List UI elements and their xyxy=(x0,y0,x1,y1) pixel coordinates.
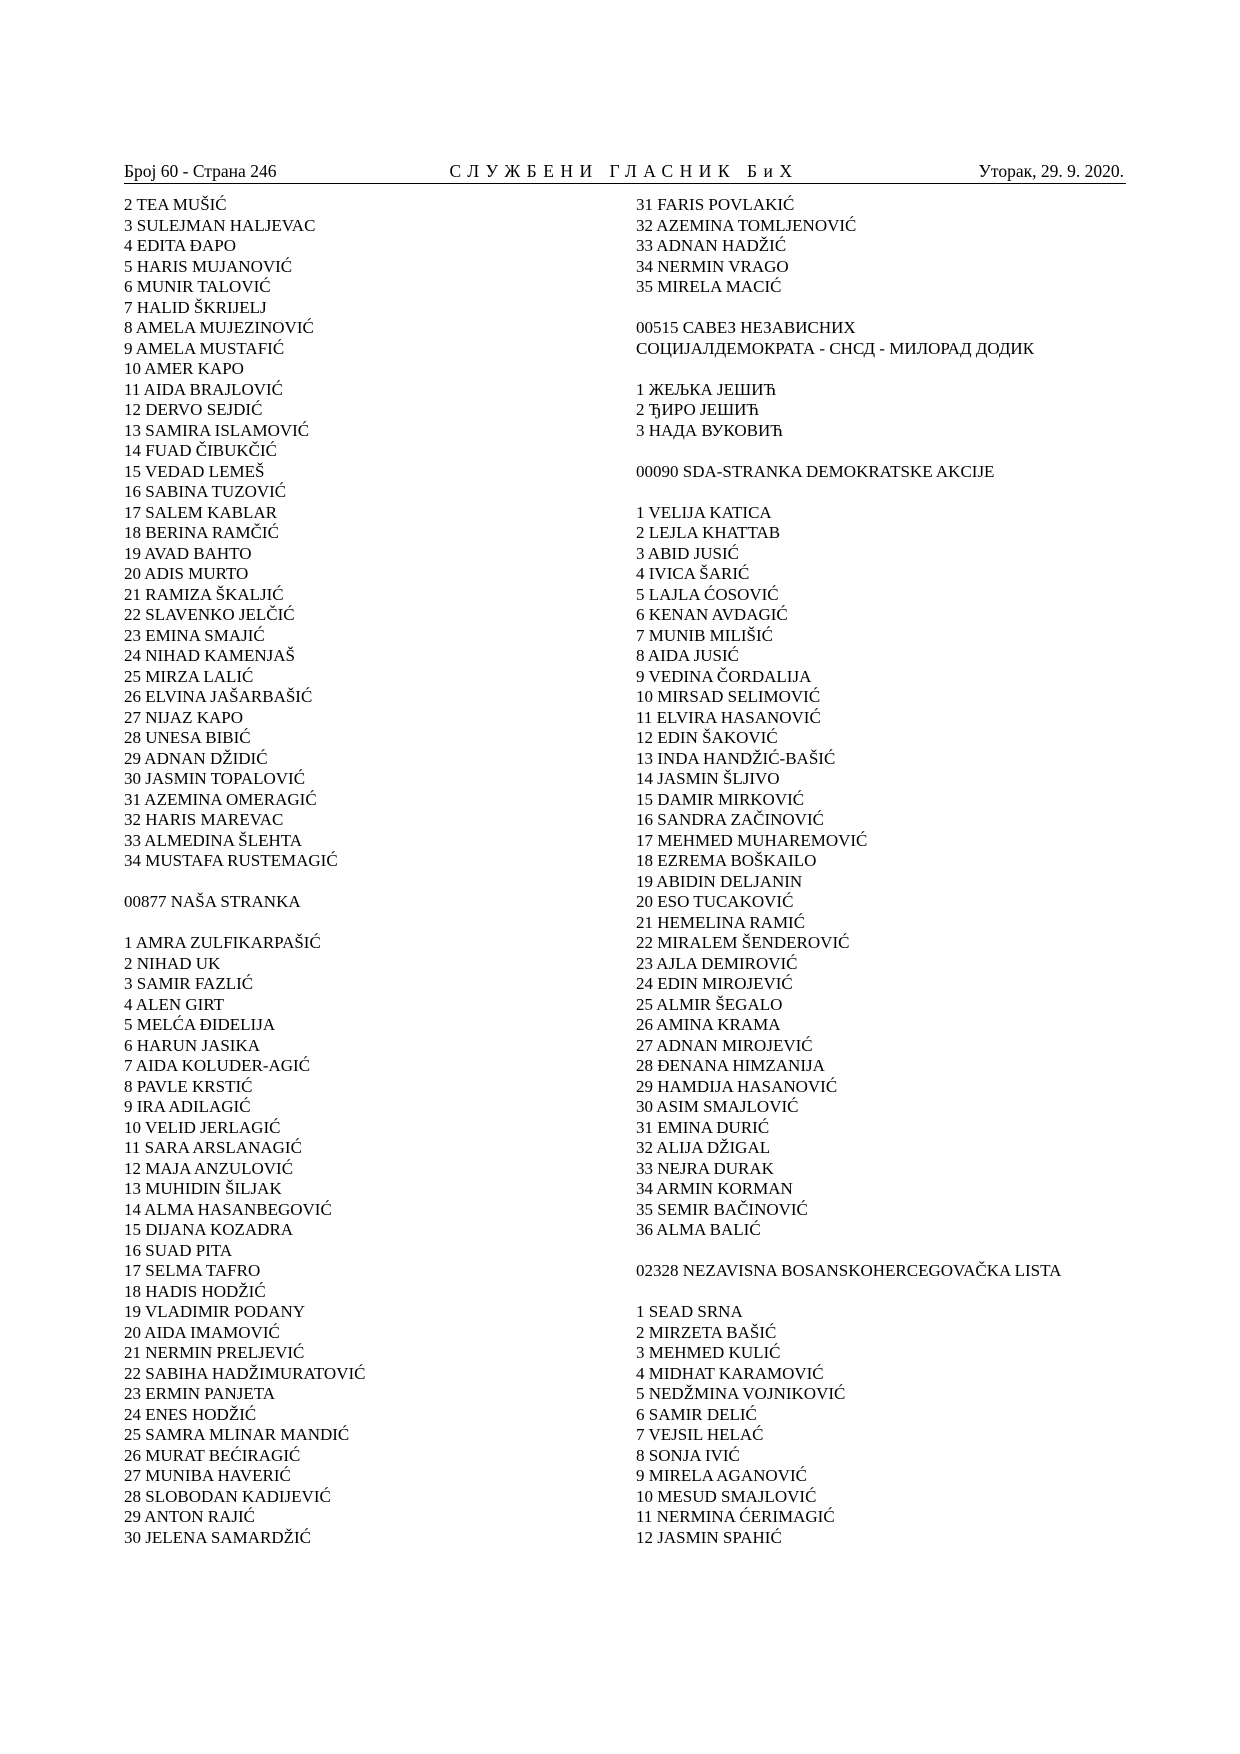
candidate-entry: 23 ERMIN PANJETA xyxy=(124,1384,276,1403)
candidate-entry: 12 MAJA ANZULOVIĆ xyxy=(124,1158,294,1178)
candidate-entry: 26 ELVINA JAŠARBAŠIĆ xyxy=(124,687,313,706)
candidate-entry: 20 ADIS MURTO xyxy=(124,564,249,583)
candidate-entry: 32 ALIJA DŽIGAL xyxy=(636,1138,771,1157)
issue-page-number: Број 60 - Страна 246 xyxy=(124,161,277,181)
candidate-entry: 23 EMINA SMAJIĆ xyxy=(124,625,265,645)
candidate-entry: 10 MIRSAD SELIMOVIĆ xyxy=(636,687,821,706)
party-heading: 00877 NAŠA STRANKA xyxy=(124,892,301,911)
candidate-entry: 9 VEDINA ČORDALIJA xyxy=(636,666,812,686)
candidate-entry: 13 SAMIRA ISLAMOVIĆ xyxy=(124,420,310,440)
candidate-entry: 27 MUNIBA HAVERIĆ xyxy=(124,1466,291,1485)
candidate-entry: 33 ALMEDINA ŠLEHTA xyxy=(124,830,303,850)
candidate-entry: 3 SULEJMAN HALJEVAC xyxy=(124,215,316,235)
candidate-entry: 10 MESUD SMAJLOVIĆ xyxy=(636,1486,817,1506)
candidate-entry: 8 PAVLE KRSTIĆ xyxy=(124,1076,253,1096)
candidate-entry: 5 LAJLA ĆOSOVIĆ xyxy=(636,584,779,604)
candidate-entry: 8 AIDA JUSIĆ xyxy=(636,646,739,665)
candidate-entry: 19 ABIDIN DELJANIN xyxy=(636,871,803,891)
blank-line xyxy=(636,1241,1136,1262)
candidate-entry: 9 IRA ADILAGIĆ xyxy=(124,1097,251,1116)
candidate-entry: 17 SELMA TAFRO xyxy=(124,1261,261,1280)
candidate-entry: 2 NIHAD UK xyxy=(124,953,221,973)
publication-date: Уторак, 29. 9. 2020. xyxy=(978,161,1124,181)
blank-line xyxy=(124,872,624,893)
blank-line xyxy=(636,298,1136,319)
candidate-entry: 24 EDIN MIROJEVIĆ xyxy=(636,974,793,993)
candidate-entry: 15 VEDAD LEMEŠ xyxy=(124,461,265,481)
candidate-entry: 13 INDA HANDŽIĆ-BAŠIĆ xyxy=(636,748,836,768)
candidate-entry: 33 NEJRA DURAK xyxy=(636,1158,774,1178)
candidate-entry: 16 SANDRA ZAČINOVIĆ xyxy=(636,810,824,829)
candidate-entry: 7 VEJSIL HELAĆ xyxy=(636,1425,764,1444)
candidate-entry: 2 ЂИРО ЈЕШИЋ xyxy=(636,400,760,419)
candidate-entry: 24 NIHAD KAMENJAŠ xyxy=(124,646,295,665)
gazette-title: СЛУЖБЕНИ ГЛАСНИК БиХ xyxy=(449,161,799,181)
candidate-entry: 1 AMRA ZULFIKARPAŠIĆ xyxy=(124,933,321,952)
candidate-entry: 12 EDIN ŠAKOVIĆ xyxy=(636,728,778,747)
candidate-entry: 16 SABINA TUZOVIĆ xyxy=(124,482,287,501)
candidate-entry: 32 HARIS MAREVAC xyxy=(124,810,284,829)
candidate-entry: 5 NEDŽMINA VOJNIKOVIĆ xyxy=(636,1384,846,1403)
candidate-entry: 11 ELVIRA HASANOVIĆ xyxy=(636,707,821,727)
party-heading: 02328 NEZAVISNA BOSANSKOHERCEGOVAČKA LISTA xyxy=(636,1261,1062,1280)
candidate-entry: 27 NIJAZ KAPO xyxy=(124,707,243,727)
blank-line xyxy=(636,1282,1136,1303)
candidate-entry: 22 MIRALEM ŠENDEROVIĆ xyxy=(636,933,850,952)
candidate-entry: 31 FARIS POVLAKIĆ xyxy=(636,195,795,214)
candidate-entry: 30 JASMIN TOPALOVIĆ xyxy=(124,769,306,788)
candidate-entry: 12 DERVO SEJDIĆ xyxy=(124,400,263,419)
party-heading: 00090 SDA-STRANKA DEMOKRATSKE AKCIJE xyxy=(636,461,995,481)
candidate-entry: 26 AMINA KRAMA xyxy=(636,1015,781,1034)
candidate-entry: 14 JASMIN ŠLJIVO xyxy=(636,769,780,788)
candidate-entry: 9 AMELA MUSTAFIĆ xyxy=(124,338,285,358)
candidate-entry: 21 RAMIZA ŠKALJIĆ xyxy=(124,584,284,604)
candidate-entry: 25 MIRZA LALIĆ xyxy=(124,666,254,686)
candidate-entry: 5 MELĆA ĐIDELIJA xyxy=(124,1015,276,1034)
blank-line xyxy=(124,913,624,934)
candidate-entry: 13 MUHIDIN ŠILJAK xyxy=(124,1179,282,1198)
candidate-entry: 10 AMER KAPO xyxy=(124,359,244,378)
candidate-entry: 3 НАДА ВУКОВИЋ xyxy=(636,420,783,440)
candidate-entry: 14 FUAD ČIBUKČIĆ xyxy=(124,441,278,460)
blank-line xyxy=(636,359,1136,380)
header-rule xyxy=(124,183,1126,184)
candidate-entry: 28 ĐENANA HIMZANIJA xyxy=(636,1056,825,1075)
candidate-entry: 22 SLAVENKO JELČIĆ xyxy=(124,605,295,624)
candidate-entry: 30 ASIM SMAJLOVIĆ xyxy=(636,1097,799,1116)
candidate-entry: 3 MEHMED KULIĆ xyxy=(636,1343,781,1362)
candidate-entry: 21 HEMELINA RAMIĆ xyxy=(636,912,806,932)
candidate-entry: 34 NERMIN VRAGO xyxy=(636,256,789,276)
candidate-entry: 28 UNESA BIBIĆ xyxy=(124,728,251,747)
candidate-entry: 14 ALMA HASANBEGOVIĆ xyxy=(124,1199,332,1219)
candidate-entry: 22 SABIHA HADŽIMURATOVIĆ xyxy=(124,1363,366,1383)
candidate-entry: 4 IVICA ŠARIĆ xyxy=(636,564,750,583)
candidate-entry: 2 TEA MUŠIĆ xyxy=(124,195,227,214)
candidate-entry: 4 ALEN GIRT xyxy=(124,994,225,1014)
candidate-entry: 3 ABID JUSIĆ xyxy=(636,543,739,563)
candidate-entry: 2 MIRZETA BAŠIĆ xyxy=(636,1322,777,1342)
candidate-entry: 31 EMINA DURIĆ xyxy=(636,1117,770,1137)
candidate-entry: 31 AZEMINA OMERAGIĆ xyxy=(124,789,317,809)
candidate-entry: 35 SEMIR BAČINOVIĆ xyxy=(636,1199,808,1219)
candidate-entry: 15 DAMIR MIRKOVIĆ xyxy=(636,789,805,809)
candidate-entry: 1 VELIJA KATICA xyxy=(636,502,772,522)
candidate-entry: 27 ADNAN MIROJEVIĆ xyxy=(636,1035,813,1055)
candidate-entry: 28 SLOBODAN KADIJEVIĆ xyxy=(124,1486,331,1506)
candidate-entry: 11 NERMINA ĆERIMAGIĆ xyxy=(636,1507,835,1526)
candidate-entry: 1 SEAD SRNA xyxy=(636,1302,743,1321)
candidate-entry: 30 JELENA SAMARDŽIĆ xyxy=(124,1527,312,1547)
page-header xyxy=(124,160,1124,182)
candidate-entry: 29 HAMDIJA HASANOVIĆ xyxy=(636,1076,838,1096)
candidate-entry: 7 MUNIB MILIŠIĆ xyxy=(636,625,773,645)
candidate-entry: 20 AIDA IMAMOVIĆ xyxy=(124,1322,280,1342)
candidate-entry: 17 MEHMED MUHAREMOVIĆ xyxy=(636,830,868,850)
candidate-entry: 11 AIDA BRAJLOVIĆ xyxy=(124,379,283,399)
candidate-entry: 21 NERMIN PRELJEVIĆ xyxy=(124,1343,305,1362)
candidate-entry: 4 MIDHAT KARAMOVIĆ xyxy=(636,1363,824,1383)
candidate-entry: 19 AVAD BAHTO xyxy=(124,543,252,563)
candidate-entry: 36 ALMA BALIĆ xyxy=(636,1220,761,1239)
right-column xyxy=(636,195,1136,1548)
candidate-entry: 1 ЖЕЉКА ЈЕШИЋ xyxy=(636,379,777,399)
candidate-entry: 8 SONJA IVIĆ xyxy=(636,1445,740,1465)
candidate-entry: 11 SARA ARSLANAGIĆ xyxy=(124,1138,302,1157)
candidate-entry: 7 HALID ŠKRIJELJ xyxy=(124,297,267,317)
blank-line xyxy=(636,482,1136,503)
candidate-entry: 6 MUNIR TALOVIĆ xyxy=(124,277,271,296)
candidate-entry: 34 ARMIN KORMAN xyxy=(636,1179,793,1198)
candidate-entry: 29 ANTON RAJIĆ xyxy=(124,1507,255,1526)
candidate-entry: 16 SUAD PITA xyxy=(124,1240,233,1260)
candidate-entry: 17 SALEM KABLAR xyxy=(124,502,278,522)
candidate-entry: 6 KENAN AVDAGIĆ xyxy=(636,605,788,624)
candidate-entry: 18 BERINA RAMČIĆ xyxy=(124,523,279,542)
candidate-entry: 20 ESO TUCAKOVIĆ xyxy=(636,892,794,911)
candidate-entry: 25 ALMIR ŠEGALO xyxy=(636,994,783,1014)
candidate-entry: 34 MUSTAFA RUSTEMAGIĆ xyxy=(124,851,338,870)
candidate-entry: 23 AJLA DEMIROVIĆ xyxy=(636,953,798,973)
candidate-entry: 26 MURAT BEĆIRAGIĆ xyxy=(124,1445,301,1465)
candidate-entry: 9 MIRELA AGANOVIĆ xyxy=(636,1466,807,1485)
candidate-entry: 25 SAMRA MLINAR MANDIĆ xyxy=(124,1425,350,1444)
candidate-entry: 6 SAMIR DELIĆ xyxy=(636,1404,757,1424)
candidate-entry: 7 AIDA KOLUDER-AGIĆ xyxy=(124,1056,311,1075)
blank-line xyxy=(636,441,1136,462)
candidate-entry: 18 EZREMA BOŠKAILO xyxy=(636,851,817,870)
candidate-entry: 19 VLADIMIR PODANY xyxy=(124,1302,306,1321)
candidate-entry: 12 JASMIN SPAHIĆ xyxy=(636,1527,782,1547)
candidate-entry: 3 SAMIR FAZLIĆ xyxy=(124,974,254,993)
candidate-entry: 32 AZEMINA TOMLJENOVIĆ xyxy=(636,215,857,235)
candidate-entry: 10 VELID JERLAGIĆ xyxy=(124,1117,281,1137)
candidate-entry: 8 AMELA MUJEZINOVIĆ xyxy=(124,318,314,337)
candidate-entry: 6 HARUN JASIKA xyxy=(124,1035,261,1055)
candidate-entry: 18 HADIS HODŽIĆ xyxy=(124,1281,266,1301)
candidate-entry: 4 EDITA ĐAPO xyxy=(124,236,236,255)
candidate-entry: 5 HARIS MUJANOVIĆ xyxy=(124,256,293,276)
candidate-entry: 35 MIRELA MACIĆ xyxy=(636,277,782,296)
candidate-entry: 29 ADNAN DŽIDIĆ xyxy=(124,748,268,768)
candidate-entry: 15 DIJANA KOZADRA xyxy=(124,1220,294,1239)
party-heading: 00515 САВЕЗ НЕЗАВИСНИХ xyxy=(636,318,856,337)
left-column xyxy=(124,195,624,1548)
candidate-entry: 33 ADNAN HADŽIĆ xyxy=(636,236,787,255)
candidate-entry: 24 ENES HODŽIĆ xyxy=(124,1404,257,1424)
party-heading: СОЦИЈАЛДЕМОКРАТА - СНСД - МИЛОРАД ДОДИК xyxy=(636,338,1035,358)
candidate-entry: 2 LEJLA KHATTAB xyxy=(636,523,781,542)
